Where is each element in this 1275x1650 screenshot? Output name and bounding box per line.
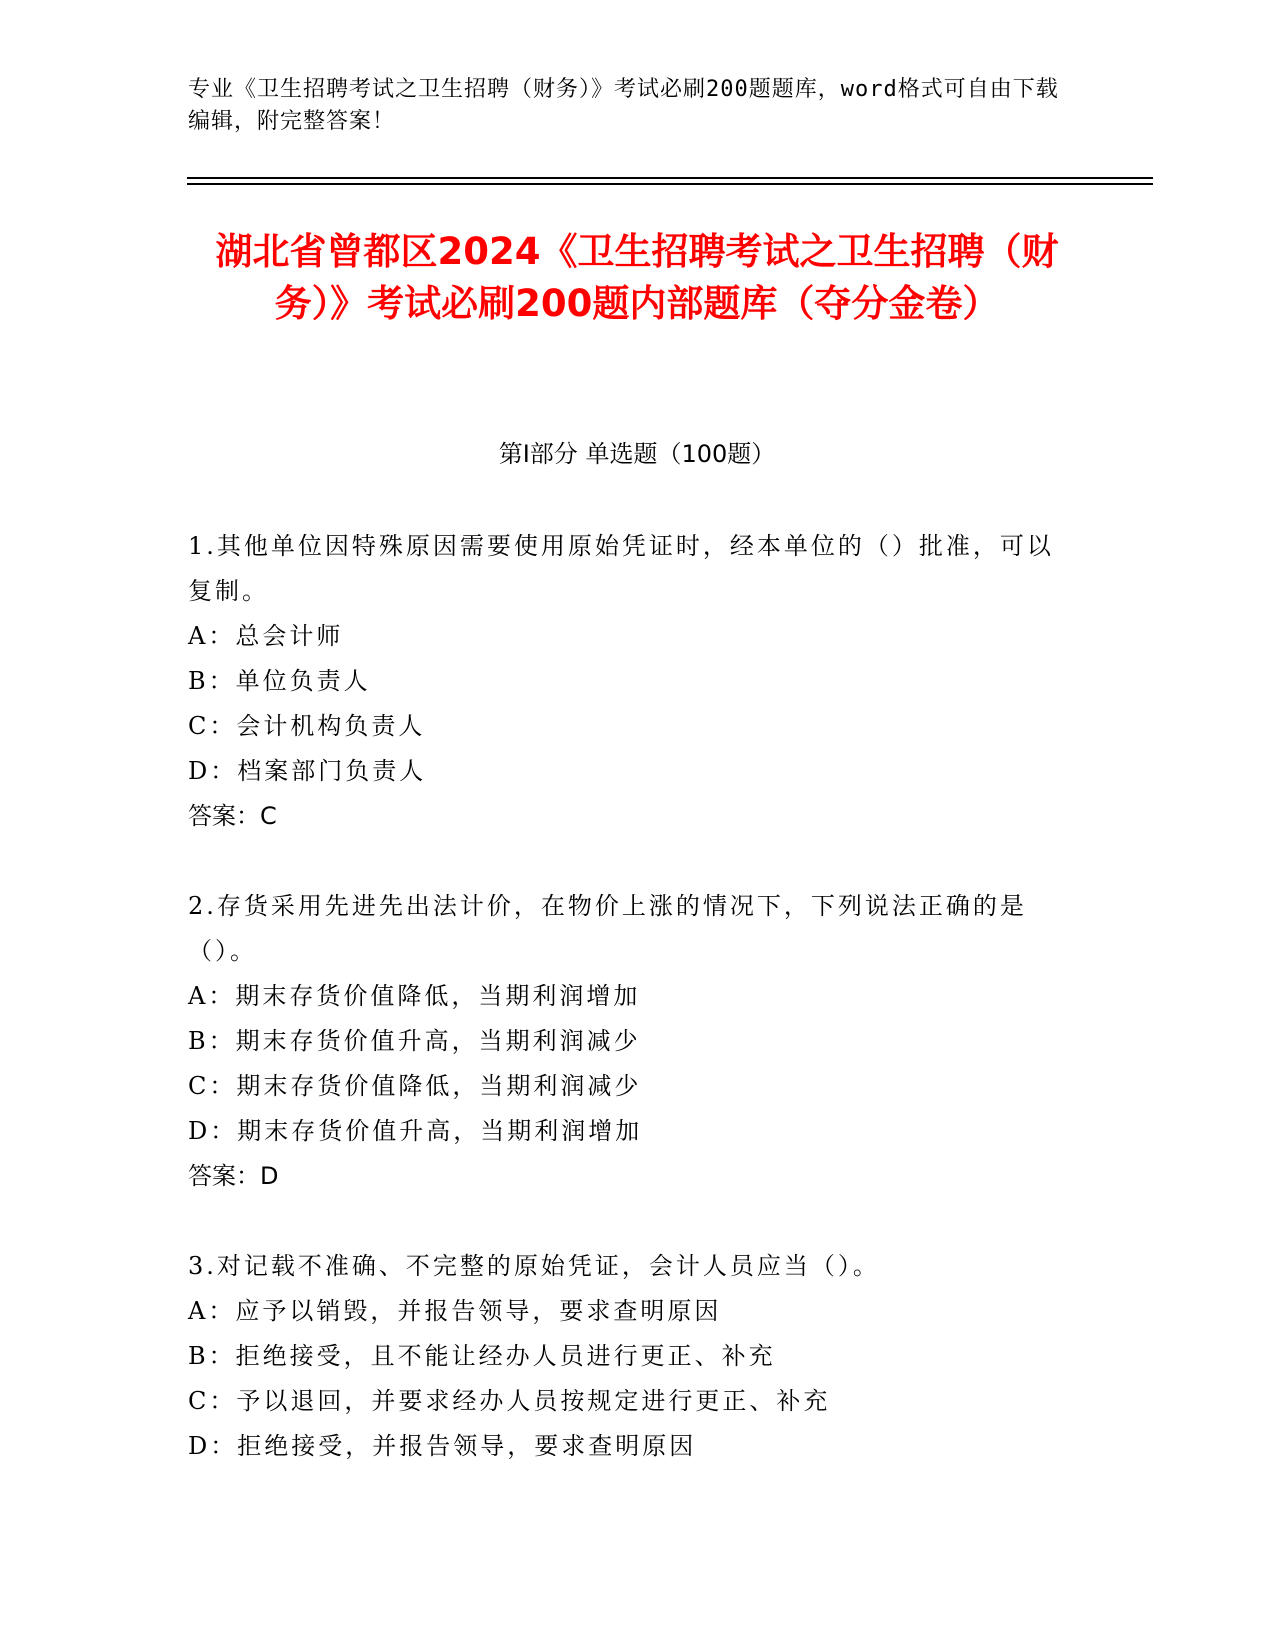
- header-divider-top: [187, 177, 1153, 179]
- header-note: 专业《卫生招聘考试之卫生招聘（财务）》考试必刷200题题库，word格式可自由下载编辑，附完整答案！: [188, 77, 1059, 134]
- question-1: [188, 524, 1068, 839]
- option-a: A：总会计师: [188, 622, 344, 650]
- option-b: B：期末存货价值升高，当期利润减少: [188, 1027, 641, 1055]
- option-a: A：期末存货价值降低，当期利润增加: [188, 982, 641, 1010]
- question-3: [188, 1244, 1068, 1469]
- option-d: D：拒绝接受，并报告领导，要求查明原因: [188, 1432, 697, 1460]
- question-stem: 2.存货采用先进先出法计价，在物价上涨的情况下，下列说法正确的是（）。: [188, 892, 1027, 965]
- question-stem: 3.对记载不准确、不完整的原始凭证，会计人员应当（）。: [188, 1252, 880, 1280]
- document-title: 湖北省曾都区2024《卫生招聘考试之卫生招聘（财务）》考试必刷200题内部题库（夺分金卷）: [215, 230, 1059, 325]
- header-divider-bottom: [187, 183, 1153, 185]
- question-list: [188, 524, 1068, 1514]
- section-title: 第I部分 单选题（100题）: [498, 440, 776, 468]
- option-c: C：会计机构负责人: [188, 712, 426, 740]
- option-d: D：档案部门负责人: [188, 757, 427, 785]
- question-stem: 1.其他单位因特殊原因需要使用原始凭证时，经本单位的（）批准，可以复制。: [188, 532, 1054, 605]
- question-answer: 答案：D: [188, 1162, 279, 1190]
- option-c: C：期末存货价值降低，当期利润减少: [188, 1072, 642, 1100]
- option-b: B：拒绝接受，且不能让经办人员进行更正、补充: [188, 1342, 776, 1370]
- option-d: D：期末存货价值升高，当期利润增加: [188, 1117, 643, 1145]
- question-answer: 答案：C: [188, 802, 277, 830]
- option-b: B：单位负责人: [188, 667, 371, 695]
- question-2: [188, 884, 1068, 1199]
- option-c: C：予以退回，并要求经办人员按规定进行更正、补充: [188, 1387, 831, 1415]
- option-a: A：应予以销毁，并报告领导，要求查明原因: [188, 1297, 722, 1325]
